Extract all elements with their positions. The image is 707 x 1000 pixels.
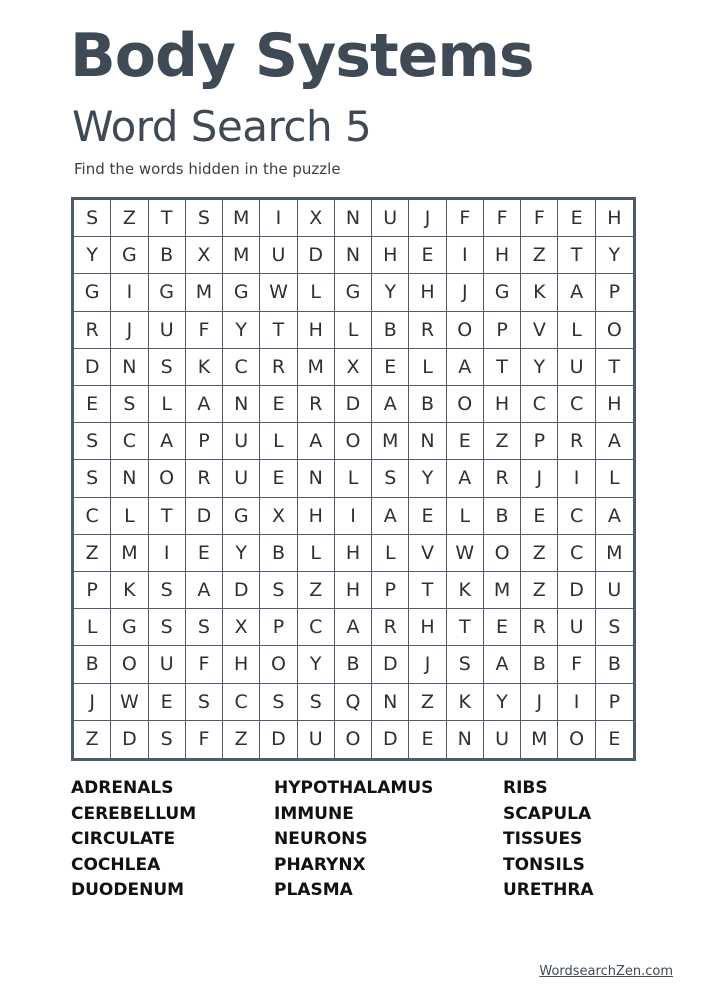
grid-cell[interactable]: O: [260, 646, 297, 683]
grid-cell[interactable]: F: [186, 312, 223, 349]
grid-cell[interactable]: H: [596, 200, 633, 237]
grid-cell[interactable]: H: [484, 386, 521, 423]
grid-cell[interactable]: A: [596, 423, 633, 460]
grid-cell[interactable]: L: [372, 535, 409, 572]
grid-cell[interactable]: C: [223, 684, 260, 721]
grid-cell[interactable]: L: [596, 460, 633, 497]
grid-cell[interactable]: W: [260, 274, 297, 311]
grid-cell[interactable]: Y: [223, 535, 260, 572]
grid-cell[interactable]: H: [372, 237, 409, 274]
grid-cell[interactable]: B: [596, 646, 633, 683]
grid-cell[interactable]: T: [558, 237, 595, 274]
grid-cell[interactable]: H: [298, 498, 335, 535]
grid-cell[interactable]: S: [372, 460, 409, 497]
grid-cell[interactable]: Z: [484, 423, 521, 460]
grid-cell[interactable]: G: [335, 274, 372, 311]
grid-cell[interactable]: A: [186, 572, 223, 609]
word-list-item: TISSUES: [503, 829, 583, 849]
grid-cell[interactable]: D: [372, 646, 409, 683]
grid-cell[interactable]: I: [558, 684, 595, 721]
grid-cell[interactable]: A: [372, 498, 409, 535]
grid-cell[interactable]: N: [372, 684, 409, 721]
grid-cell[interactable]: E: [409, 237, 446, 274]
grid-cell[interactable]: P: [596, 274, 633, 311]
grid-cell[interactable]: S: [186, 684, 223, 721]
grid-cell[interactable]: T: [260, 312, 297, 349]
grid-cell[interactable]: K: [447, 572, 484, 609]
grid-cell[interactable]: K: [521, 274, 558, 311]
grid-cell[interactable]: O: [447, 386, 484, 423]
grid-cell[interactable]: L: [74, 609, 111, 646]
word-list-item: DUODENUM: [71, 880, 185, 900]
grid-cell[interactable]: O: [558, 721, 595, 758]
grid-cell[interactable]: A: [447, 460, 484, 497]
grid-cell[interactable]: U: [558, 349, 595, 386]
grid-cell[interactable]: N: [335, 200, 372, 237]
grid-cell[interactable]: E: [260, 386, 297, 423]
grid-cell[interactable]: P: [260, 609, 297, 646]
grid-cell[interactable]: I: [558, 460, 595, 497]
grid-cell[interactable]: S: [149, 721, 186, 758]
grid-cell[interactable]: M: [223, 200, 260, 237]
grid-cell[interactable]: U: [223, 460, 260, 497]
grid-cell[interactable]: U: [484, 721, 521, 758]
grid-cell[interactable]: U: [223, 423, 260, 460]
grid-cell[interactable]: H: [409, 274, 446, 311]
grid-cell[interactable]: T: [149, 200, 186, 237]
grid-cell[interactable]: S: [447, 646, 484, 683]
grid-cell[interactable]: X: [186, 237, 223, 274]
grid-cell[interactable]: A: [596, 498, 633, 535]
grid-cell[interactable]: G: [223, 274, 260, 311]
grid-cell[interactable]: L: [149, 386, 186, 423]
grid-cell[interactable]: Y: [409, 460, 446, 497]
grid-cell[interactable]: N: [335, 237, 372, 274]
grid-cell[interactable]: T: [447, 609, 484, 646]
grid-cell[interactable]: F: [186, 721, 223, 758]
grid-cell[interactable]: H: [596, 386, 633, 423]
grid-cell[interactable]: U: [149, 646, 186, 683]
grid-cell[interactable]: R: [409, 312, 446, 349]
word-list-column-1: [71, 776, 196, 904]
grid-cell[interactable]: D: [74, 349, 111, 386]
grid-cell[interactable]: B: [409, 386, 446, 423]
grid-cell[interactable]: L: [558, 312, 595, 349]
grid-cell[interactable]: L: [298, 274, 335, 311]
grid-cell[interactable]: D: [260, 721, 297, 758]
grid-cell[interactable]: R: [298, 386, 335, 423]
grid-cell[interactable]: N: [111, 460, 148, 497]
word-list-item: CEREBELLUM: [71, 803, 197, 824]
grid-cell[interactable]: L: [409, 349, 446, 386]
grid-cell[interactable]: B: [149, 237, 186, 274]
grid-cell[interactable]: J: [74, 684, 111, 721]
word-list-item: SCAPULA: [503, 803, 592, 824]
word-list-column-3: [503, 776, 594, 904]
grid-cell[interactable]: M: [521, 721, 558, 758]
grid-cell[interactable]: F: [521, 200, 558, 237]
grid-cell[interactable]: H: [298, 312, 335, 349]
grid-cell[interactable]: X: [260, 498, 297, 535]
page-subtitle: Word Search 5: [72, 102, 372, 151]
grid-cell[interactable]: P: [186, 423, 223, 460]
grid-cell[interactable]: S: [111, 386, 148, 423]
grid-cell[interactable]: P: [74, 572, 111, 609]
grid-cell[interactable]: L: [260, 423, 297, 460]
grid-cell[interactable]: M: [596, 535, 633, 572]
grid-cell[interactable]: G: [74, 274, 111, 311]
grid-cell[interactable]: L: [335, 460, 372, 497]
grid-cell[interactable]: O: [149, 460, 186, 497]
grid-cell[interactable]: S: [149, 609, 186, 646]
grid-cell[interactable]: D: [558, 572, 595, 609]
grid-cell[interactable]: E: [149, 684, 186, 721]
word-list-item: CIRCULATE: [71, 829, 176, 849]
grid-cell[interactable]: Z: [298, 572, 335, 609]
grid-cell[interactable]: D: [223, 572, 260, 609]
grid-cell[interactable]: I: [111, 274, 148, 311]
grid-cell[interactable]: N: [409, 423, 446, 460]
grid-cell[interactable]: Q: [335, 684, 372, 721]
grid-cell[interactable]: S: [74, 460, 111, 497]
grid-cell[interactable]: U: [298, 721, 335, 758]
grid-cell[interactable]: R: [521, 609, 558, 646]
grid-cell[interactable]: Z: [521, 237, 558, 274]
grid-cell[interactable]: M: [298, 349, 335, 386]
grid-cell[interactable]: V: [521, 312, 558, 349]
word-list-item: IMMUNE: [274, 803, 354, 824]
grid-cell[interactable]: H: [409, 609, 446, 646]
grid-cell[interactable]: C: [74, 498, 111, 535]
grid-cell[interactable]: Y: [521, 349, 558, 386]
grid-cell[interactable]: R: [260, 349, 297, 386]
grid-cell[interactable]: Z: [409, 684, 446, 721]
grid-cell[interactable]: Z: [74, 535, 111, 572]
grid-cell[interactable]: B: [335, 646, 372, 683]
grid-cell[interactable]: O: [335, 423, 372, 460]
grid-cell[interactable]: S: [186, 609, 223, 646]
grid-cell[interactable]: S: [186, 200, 223, 237]
grid-cell[interactable]: M: [111, 535, 148, 572]
instructions-text: Find the words hidden in the puzzle: [74, 160, 341, 178]
grid-cell[interactable]: K: [186, 349, 223, 386]
grid-cell[interactable]: O: [484, 535, 521, 572]
grid-cell[interactable]: P: [484, 312, 521, 349]
grid-cell[interactable]: Y: [223, 312, 260, 349]
grid-cell[interactable]: C: [558, 535, 595, 572]
grid-cell[interactable]: X: [335, 349, 372, 386]
grid-cell[interactable]: W: [447, 535, 484, 572]
grid-cell[interactable]: Y: [596, 237, 633, 274]
grid-cell[interactable]: O: [447, 312, 484, 349]
grid-cell[interactable]: Z: [521, 535, 558, 572]
grid-cell[interactable]: I: [260, 200, 297, 237]
grid-cell[interactable]: S: [260, 572, 297, 609]
grid-cell[interactable]: T: [149, 498, 186, 535]
grid-cell[interactable]: D: [335, 386, 372, 423]
grid-cell[interactable]: L: [298, 535, 335, 572]
grid-cell[interactable]: U: [372, 200, 409, 237]
grid-cell[interactable]: I: [335, 498, 372, 535]
grid-cell[interactable]: W: [111, 684, 148, 721]
grid-cell[interactable]: A: [372, 386, 409, 423]
grid-cell[interactable]: Z: [74, 721, 111, 758]
grid-cell[interactable]: R: [186, 460, 223, 497]
grid-cell[interactable]: N: [111, 349, 148, 386]
grid-cell[interactable]: S: [74, 423, 111, 460]
grid-cell[interactable]: G: [111, 237, 148, 274]
grid-cell[interactable]: J: [409, 200, 446, 237]
grid-cell[interactable]: A: [149, 423, 186, 460]
grid-cell[interactable]: O: [111, 646, 148, 683]
grid-cell[interactable]: J: [111, 312, 148, 349]
grid-cell[interactable]: H: [223, 646, 260, 683]
grid-cell[interactable]: I: [149, 535, 186, 572]
grid-cell[interactable]: J: [521, 460, 558, 497]
grid-cell[interactable]: E: [186, 535, 223, 572]
grid-cell[interactable]: N: [223, 386, 260, 423]
grid-cell[interactable]: G: [484, 274, 521, 311]
grid-cell[interactable]: D: [298, 237, 335, 274]
grid-cell[interactable]: K: [111, 572, 148, 609]
grid-cell[interactable]: M: [186, 274, 223, 311]
grid-cell[interactable]: E: [608, 728, 621, 751]
grid-cell[interactable]: J: [447, 274, 484, 311]
grid-cell[interactable]: A: [186, 386, 223, 423]
grid-cell[interactable]: M: [223, 237, 260, 274]
grid-cell[interactable]: E: [484, 609, 521, 646]
grid-cell[interactable]: V: [409, 535, 446, 572]
grid-cell[interactable]: F: [558, 646, 595, 683]
grid-cell[interactable]: O: [335, 721, 372, 758]
grid-cell[interactable]: G: [111, 609, 148, 646]
site-link[interactable]: WordsearchZen.com: [539, 964, 673, 979]
grid-cell[interactable]: C: [558, 386, 595, 423]
grid-cell[interactable]: X: [223, 609, 260, 646]
grid-cell[interactable]: U: [558, 609, 595, 646]
grid-cell[interactable]: K: [447, 684, 484, 721]
grid-cell[interactable]: E: [558, 200, 595, 237]
grid-cell[interactable]: S: [74, 200, 111, 237]
word-list-item: ADRENALS: [71, 778, 174, 798]
grid-cell[interactable]: P: [521, 423, 558, 460]
word-search-grid: [71, 197, 636, 761]
grid-cell[interactable]: L: [111, 498, 148, 535]
grid-cell[interactable]: M: [484, 572, 521, 609]
word-list-item: TONSILS: [503, 854, 585, 875]
grid-cell[interactable]: H: [484, 237, 521, 274]
word-list-item: COCHLEA: [71, 854, 161, 875]
grid-cell[interactable]: A: [335, 609, 372, 646]
word-list-column-2: [274, 776, 433, 904]
grid-cell[interactable]: D: [186, 498, 223, 535]
grid-cell[interactable]: S: [149, 349, 186, 386]
grid-cell[interactable]: D: [111, 721, 148, 758]
grid-cell[interactable]: M: [372, 423, 409, 460]
grid-cell[interactable]: S: [260, 684, 297, 721]
grid-cell[interactable]: G: [223, 498, 260, 535]
grid-cell[interactable]: P: [596, 684, 633, 721]
grid-cell[interactable]: T: [409, 572, 446, 609]
grid-cell[interactable]: F: [447, 200, 484, 237]
word-list-item: RIBS: [503, 778, 548, 798]
grid-cell[interactable]: S: [149, 572, 186, 609]
grid-cell[interactable]: G: [149, 274, 186, 311]
grid-cell[interactable]: X: [298, 200, 335, 237]
grid-cell[interactable]: C: [111, 423, 148, 460]
grid-cell[interactable]: Y: [372, 274, 409, 311]
grid-cell[interactable]: A: [298, 423, 335, 460]
grid-cell[interactable]: N: [298, 460, 335, 497]
grid-cell[interactable]: Y: [484, 684, 521, 721]
grid-cell[interactable]: D: [372, 721, 409, 758]
grid-cell[interactable]: C: [521, 386, 558, 423]
grid-cell[interactable]: R: [74, 312, 111, 349]
grid-cell[interactable]: P: [372, 572, 409, 609]
grid-cell[interactable]: A: [484, 646, 521, 683]
grid-cell[interactable]: N: [447, 721, 484, 758]
grid-cell[interactable]: Y: [74, 237, 111, 274]
grid-cell[interactable]: R: [484, 460, 521, 497]
grid-cell[interactable]: U: [149, 312, 186, 349]
grid-cell[interactable]: H: [335, 535, 372, 572]
grid-cell[interactable]: A: [447, 349, 484, 386]
grid-cell[interactable]: O: [596, 312, 633, 349]
grid-cell[interactable]: R: [372, 609, 409, 646]
grid-cell[interactable]: E: [409, 721, 446, 758]
grid-cell[interactable]: B: [372, 312, 409, 349]
grid-cell[interactable]: L: [447, 498, 484, 535]
page-title: Body Systems: [70, 21, 534, 91]
grid-cell[interactable]: E: [409, 498, 446, 535]
grid-cell[interactable]: B: [260, 535, 297, 572]
grid-cell[interactable]: E: [260, 460, 297, 497]
grid-cell[interactable]: T: [484, 349, 521, 386]
word-list-item: PLASMA: [274, 880, 353, 900]
grid-cell[interactable]: R: [558, 423, 595, 460]
grid-cell[interactable]: H: [335, 572, 372, 609]
grid-cell[interactable]: C: [223, 349, 260, 386]
grid-cell[interactable]: S: [298, 684, 335, 721]
grid-cell[interactable]: I: [447, 237, 484, 274]
grid-cell[interactable]: J: [521, 684, 558, 721]
grid-cell[interactable]: Z: [111, 200, 148, 237]
grid-cell[interactable]: U: [260, 237, 297, 274]
grid-cell[interactable]: U: [596, 572, 633, 609]
grid-cell[interactable]: B: [74, 646, 111, 683]
word-list-item: PHARYNX: [274, 854, 366, 875]
word-list-item: URETHRA: [503, 880, 594, 900]
grid-cell[interactable]: C: [558, 498, 595, 535]
grid-cell[interactable]: C: [298, 609, 335, 646]
grid-cell[interactable]: Z: [223, 721, 260, 758]
grid-cell[interactable]: E: [74, 386, 111, 423]
grid-cell[interactable]: B: [521, 646, 558, 683]
grid-cell[interactable]: T: [596, 349, 633, 386]
grid-cell[interactable]: E: [372, 349, 409, 386]
grid-cell[interactable]: J: [409, 646, 446, 683]
grid-cell[interactable]: B: [484, 498, 521, 535]
grid-cell[interactable]: F: [186, 646, 223, 683]
grid-cell[interactable]: S: [596, 609, 633, 646]
grid-cell[interactable]: E: [521, 498, 558, 535]
grid-cell[interactable]: Z: [521, 572, 558, 609]
grid-cell[interactable]: E: [447, 423, 484, 460]
grid-cell[interactable]: F: [484, 200, 521, 237]
word-list-item: HYPOTHALAMUS: [274, 778, 434, 798]
grid-cell[interactable]: L: [335, 312, 372, 349]
grid-cell[interactable]: A: [558, 274, 595, 311]
word-list-item: NEURONS: [274, 829, 368, 849]
grid-cell[interactable]: Y: [298, 646, 335, 683]
